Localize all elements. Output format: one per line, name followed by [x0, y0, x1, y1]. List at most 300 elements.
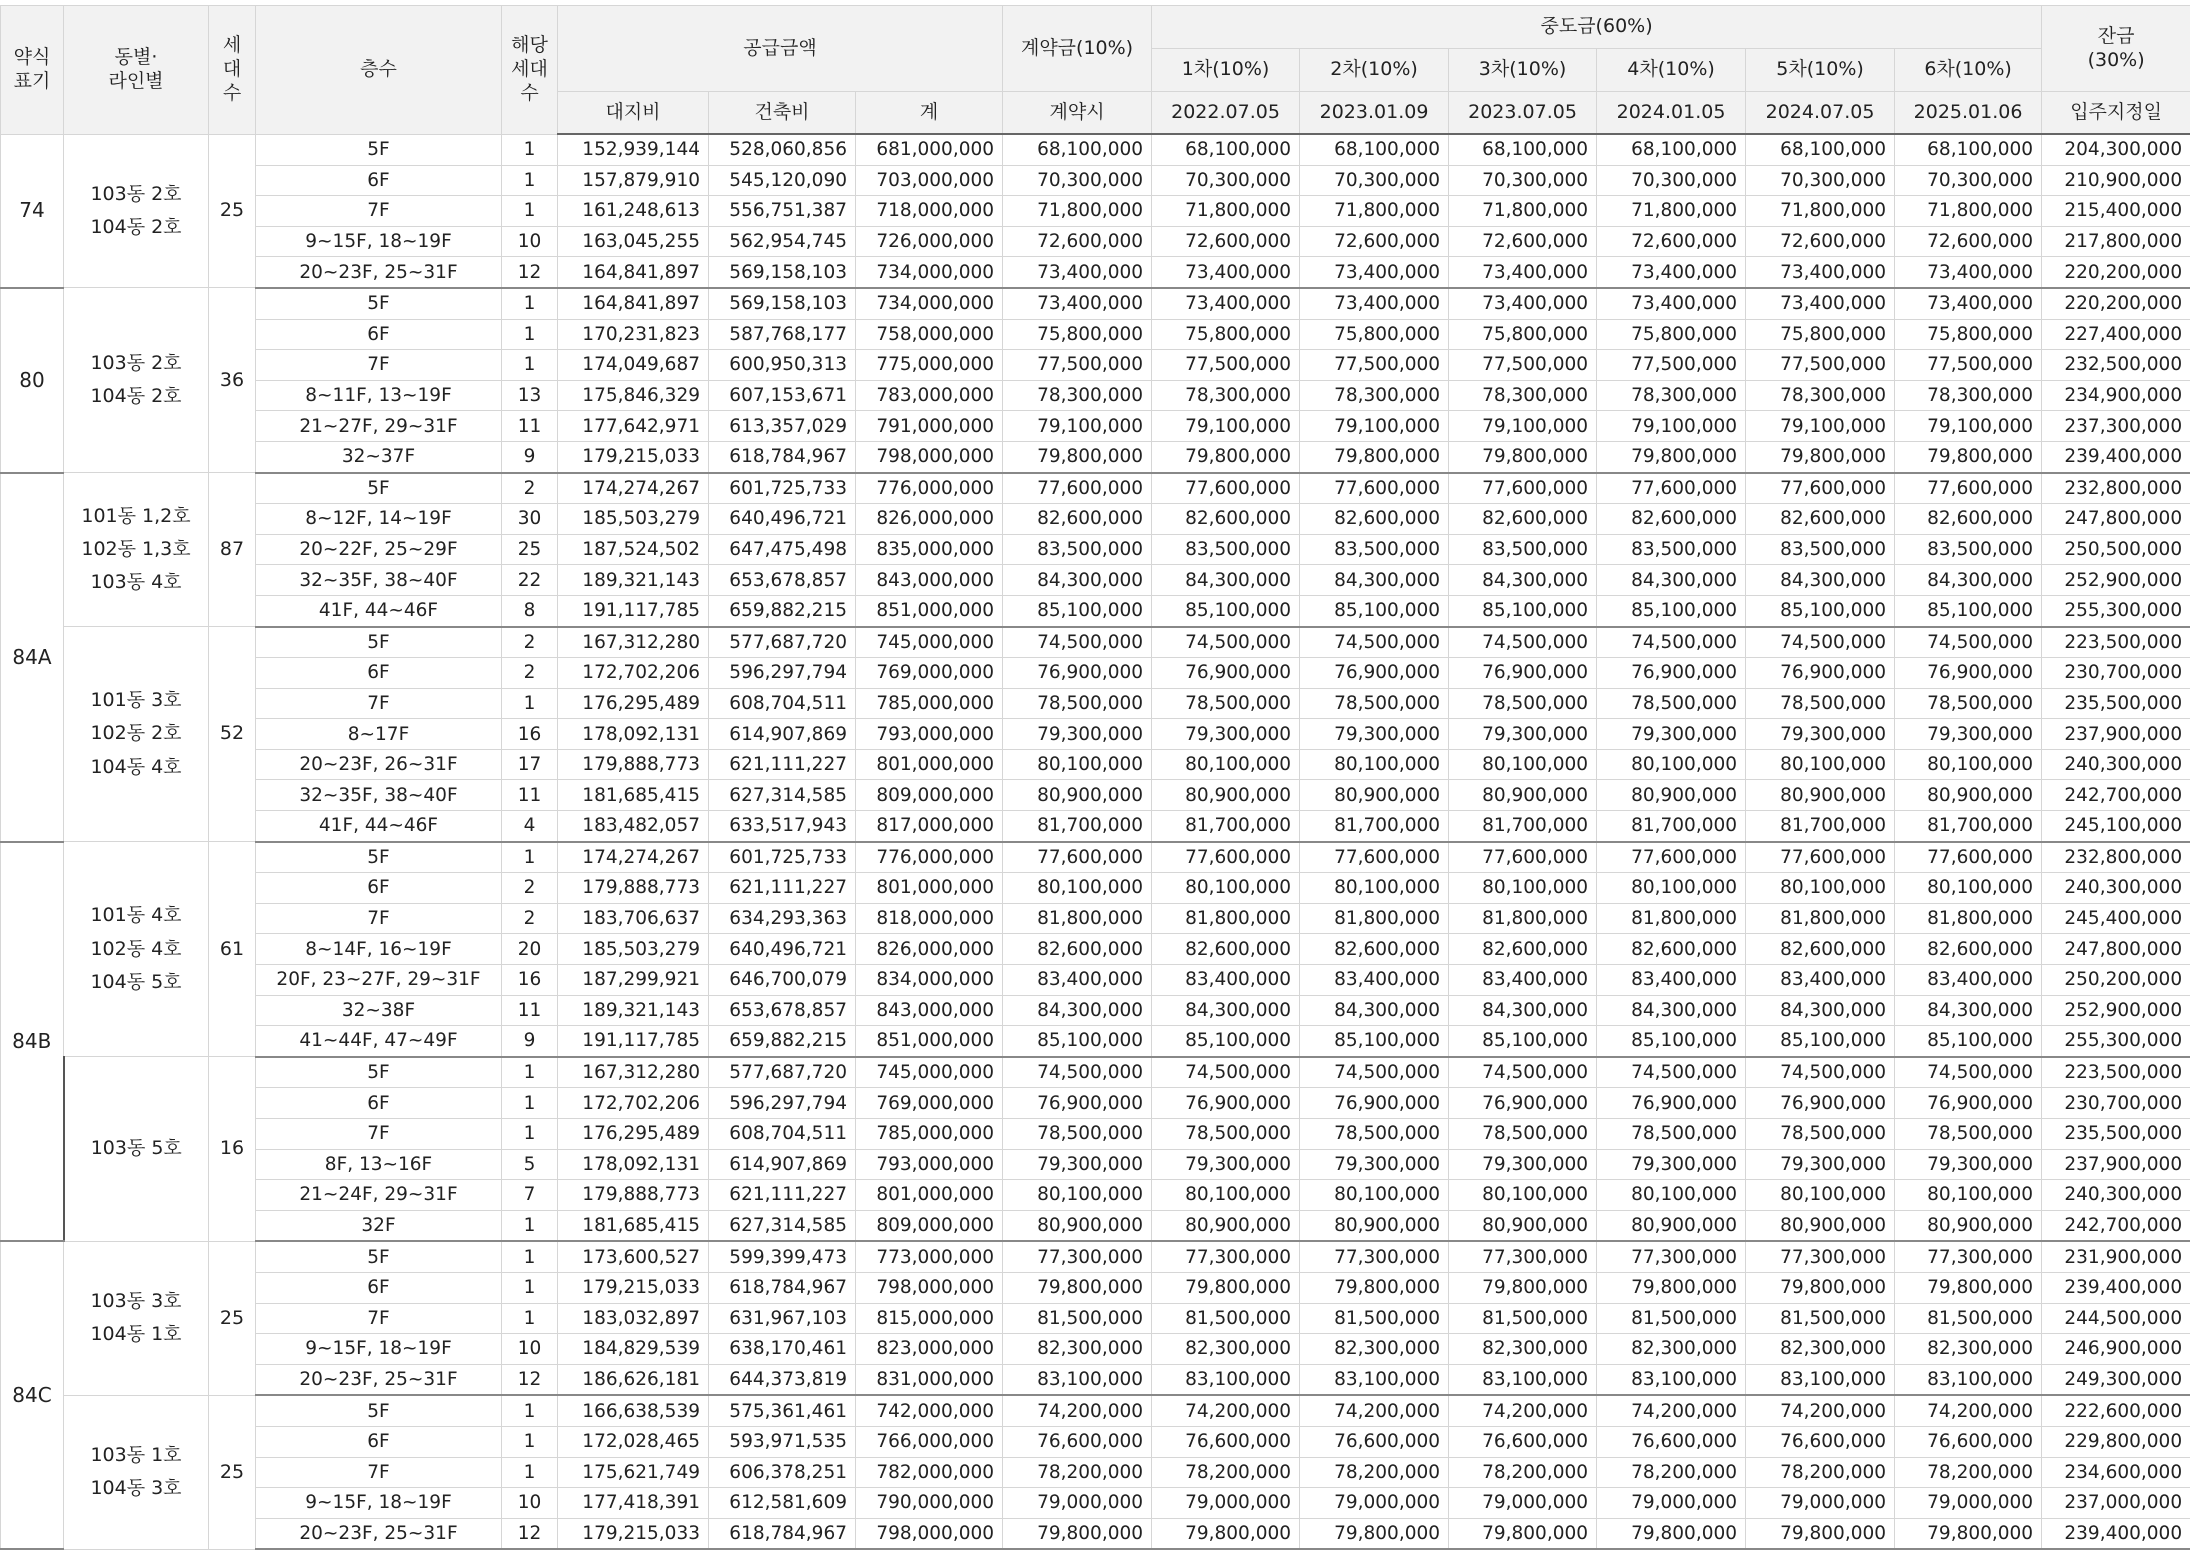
balance-cell: 252,900,000 [2042, 565, 2190, 596]
land-cost-cell: 179,888,773 [558, 873, 709, 904]
header-installment-6: 6차(10%) [1895, 49, 2042, 92]
building-cost-cell: 621,111,227 [709, 873, 856, 904]
floor-cell: 6F [256, 319, 502, 350]
building-cost-cell: 631,967,103 [709, 1303, 856, 1334]
building-cost-cell: 596,297,794 [709, 658, 856, 689]
balance-cell: 232,500,000 [2042, 350, 2190, 381]
balance-cell: 229,800,000 [2042, 1426, 2190, 1457]
matching-units-cell: 1 [502, 1057, 558, 1088]
total-cell: 734,000,000 [856, 257, 1003, 288]
installment-2-cell: 83,500,000 [1300, 534, 1449, 565]
building-cost-cell: 569,158,103 [709, 288, 856, 319]
installment-5-cell: 74,500,000 [1746, 627, 1895, 658]
table-row [1, 1364, 2190, 1395]
installment-5-cell: 79,300,000 [1746, 719, 1895, 750]
installment-3-cell: 79,300,000 [1449, 1149, 1597, 1180]
installment-4-cell: 80,100,000 [1597, 1180, 1746, 1211]
installment-1-cell: 78,300,000 [1152, 380, 1300, 411]
installment-2-cell: 71,800,000 [1300, 196, 1449, 227]
installment-6-cell: 83,500,000 [1895, 534, 2042, 565]
balance-cell: 237,000,000 [2042, 1488, 2190, 1519]
installment-1-cell: 77,300,000 [1152, 1241, 1300, 1272]
installment-6-cell: 74,200,000 [1895, 1395, 2042, 1426]
installment-1-cell: 73,400,000 [1152, 257, 1300, 288]
balance-cell: 245,400,000 [2042, 903, 2190, 934]
total-cell: 817,000,000 [856, 811, 1003, 842]
total-cell: 793,000,000 [856, 719, 1003, 750]
installment-1-cell: 80,100,000 [1152, 1180, 1300, 1211]
installment-1-cell: 84,300,000 [1152, 995, 1300, 1026]
table-row [1, 565, 2190, 596]
installment-4-cell: 84,300,000 [1597, 995, 1746, 1026]
installment-5-cell: 78,200,000 [1746, 1457, 1895, 1488]
table-row [1, 1180, 2190, 1211]
land-cost-cell: 164,841,897 [558, 288, 709, 319]
unit-count-cell: 87 [209, 473, 256, 627]
deposit-cell: 78,200,000 [1003, 1457, 1152, 1488]
installment-4-cell: 80,900,000 [1597, 780, 1746, 811]
installment-3-cell: 74,200,000 [1449, 1395, 1597, 1426]
building-cost-cell: 612,581,609 [709, 1488, 856, 1519]
floor-cell: 20~22F, 25~29F [256, 534, 502, 565]
installment-4-cell: 81,700,000 [1597, 811, 1746, 842]
installment-2-cell: 80,900,000 [1300, 780, 1449, 811]
installment-3-cell: 77,600,000 [1449, 473, 1597, 504]
floor-cell: 20~23F, 25~31F [256, 1518, 502, 1549]
table-row [1, 595, 2190, 626]
balance-cell: 231,900,000 [2042, 1241, 2190, 1272]
table-row [1, 411, 2190, 442]
header-installment-2-date: 2023.01.09 [1300, 92, 1449, 135]
floor-cell: 9~15F, 18~19F [256, 226, 502, 257]
floor-cell: 9~15F, 18~19F [256, 1488, 502, 1519]
floor-cell: 7F [256, 1303, 502, 1334]
installment-5-cell: 73,400,000 [1746, 257, 1895, 288]
installment-1-cell: 75,800,000 [1152, 319, 1300, 350]
total-cell: 726,000,000 [856, 226, 1003, 257]
installment-2-cell: 79,800,000 [1300, 1272, 1449, 1303]
balance-cell: 240,300,000 [2042, 749, 2190, 780]
installment-5-cell: 71,800,000 [1746, 196, 1895, 227]
total-cell: 798,000,000 [856, 1518, 1003, 1549]
installment-5-cell: 82,300,000 [1746, 1334, 1895, 1365]
unit-count-cell: 25 [209, 134, 256, 288]
building-cost-cell: 599,399,473 [709, 1241, 856, 1272]
installment-5-cell: 75,800,000 [1746, 319, 1895, 350]
building-cost-cell: 653,678,857 [709, 565, 856, 596]
installment-4-cell: 73,400,000 [1597, 257, 1746, 288]
installment-4-cell: 78,200,000 [1597, 1457, 1746, 1488]
land-cost-cell: 183,706,637 [558, 903, 709, 934]
total-cell: 851,000,000 [856, 1026, 1003, 1057]
installment-6-cell: 80,100,000 [1895, 749, 2042, 780]
floor-cell: 6F [256, 1088, 502, 1119]
type-cell: 80 [1, 288, 64, 473]
installment-1-cell: 76,900,000 [1152, 658, 1300, 689]
balance-cell: 204,300,000 [2042, 134, 2190, 165]
total-cell: 843,000,000 [856, 565, 1003, 596]
table-row [1, 134, 2190, 165]
total-cell: 801,000,000 [856, 873, 1003, 904]
floor-cell: 20~23F, 25~31F [256, 1364, 502, 1395]
table-row [1, 688, 2190, 719]
building-cost-cell: 577,687,720 [709, 627, 856, 658]
matching-units-cell: 1 [502, 288, 558, 319]
floor-cell: 5F [256, 1241, 502, 1272]
installment-6-cell: 68,100,000 [1895, 134, 2042, 165]
floor-cell: 8~14F, 16~19F [256, 934, 502, 965]
installment-4-cell: 85,100,000 [1597, 1026, 1746, 1057]
installment-3-cell: 82,600,000 [1449, 934, 1597, 965]
header-type: 약식 표기 [1, 6, 64, 135]
land-cost-cell: 183,032,897 [558, 1303, 709, 1334]
balance-cell: 239,400,000 [2042, 1272, 2190, 1303]
installment-1-cell: 83,500,000 [1152, 534, 1300, 565]
matching-units-cell: 1 [502, 1457, 558, 1488]
installment-5-cell: 83,400,000 [1746, 965, 1895, 996]
header-deposit-timing: 계약시 [1003, 92, 1152, 135]
installment-2-cell: 73,400,000 [1300, 288, 1449, 319]
installment-6-cell: 70,300,000 [1895, 165, 2042, 196]
installment-3-cell: 84,300,000 [1449, 565, 1597, 596]
installment-6-cell: 82,300,000 [1895, 1334, 2042, 1365]
balance-cell: 237,900,000 [2042, 719, 2190, 750]
header-installment-6-date: 2025.01.06 [1895, 92, 2042, 135]
total-cell: 734,000,000 [856, 288, 1003, 319]
building-cost-cell: 618,784,967 [709, 1272, 856, 1303]
installment-5-cell: 85,100,000 [1746, 595, 1895, 626]
matching-units-cell: 13 [502, 380, 558, 411]
floor-cell: 5F [256, 473, 502, 504]
header-land-cost: 대지비 [558, 92, 709, 135]
installment-5-cell: 84,300,000 [1746, 565, 1895, 596]
installment-3-cell: 78,500,000 [1449, 688, 1597, 719]
total-cell: 769,000,000 [856, 1088, 1003, 1119]
building-cost-cell: 621,111,227 [709, 749, 856, 780]
balance-cell: 230,700,000 [2042, 1088, 2190, 1119]
installment-1-cell: 79,300,000 [1152, 719, 1300, 750]
installment-6-cell: 85,100,000 [1895, 595, 2042, 626]
matching-units-cell: 1 [502, 319, 558, 350]
matching-units-cell: 30 [502, 504, 558, 535]
balance-cell: 210,900,000 [2042, 165, 2190, 196]
deposit-cell: 81,800,000 [1003, 903, 1152, 934]
land-cost-cell: 152,939,144 [558, 134, 709, 165]
total-cell: 742,000,000 [856, 1395, 1003, 1426]
table-row [1, 842, 2190, 873]
building-cost-cell: 587,768,177 [709, 319, 856, 350]
installment-3-cell: 79,000,000 [1449, 1488, 1597, 1519]
matching-units-cell: 11 [502, 995, 558, 1026]
floor-cell: 6F [256, 873, 502, 904]
installment-2-cell: 80,900,000 [1300, 1210, 1449, 1241]
type-cell: 84B [1, 842, 64, 1242]
dong-line-cell: 103동 2호 104동 2호 [64, 134, 209, 288]
floor-cell: 32~37F [256, 441, 502, 472]
installment-6-cell: 84,300,000 [1895, 565, 2042, 596]
building-cost-cell: 627,314,585 [709, 1210, 856, 1241]
installment-5-cell: 81,800,000 [1746, 903, 1895, 934]
installment-4-cell: 80,900,000 [1597, 1210, 1746, 1241]
installment-4-cell: 77,500,000 [1597, 350, 1746, 381]
deposit-cell: 84,300,000 [1003, 565, 1152, 596]
installment-1-cell: 81,800,000 [1152, 903, 1300, 934]
table-row [1, 1303, 2190, 1334]
installment-1-cell: 79,800,000 [1152, 1272, 1300, 1303]
balance-cell: 237,900,000 [2042, 1149, 2190, 1180]
installment-2-cell: 77,600,000 [1300, 842, 1449, 873]
table-row [1, 196, 2190, 227]
floor-cell: 7F [256, 350, 502, 381]
installment-5-cell: 80,900,000 [1746, 1210, 1895, 1241]
floor-cell: 8~12F, 14~19F [256, 504, 502, 535]
installment-2-cell: 78,500,000 [1300, 1119, 1449, 1150]
installment-3-cell: 81,500,000 [1449, 1303, 1597, 1334]
land-cost-cell: 163,045,255 [558, 226, 709, 257]
land-cost-cell: 172,028,465 [558, 1426, 709, 1457]
installment-1-cell: 82,600,000 [1152, 934, 1300, 965]
floor-cell: 21~27F, 29~31F [256, 411, 502, 442]
header-installment-2: 2차(10%) [1300, 49, 1449, 92]
deposit-cell: 83,500,000 [1003, 534, 1152, 565]
matching-units-cell: 25 [502, 534, 558, 565]
total-cell: 798,000,000 [856, 1272, 1003, 1303]
installment-6-cell: 76,600,000 [1895, 1426, 2042, 1457]
building-cost-cell: 569,158,103 [709, 257, 856, 288]
floor-cell: 6F [256, 658, 502, 689]
installment-2-cell: 76,600,000 [1300, 1426, 1449, 1457]
installment-4-cell: 79,800,000 [1597, 1518, 1746, 1549]
floor-cell: 20F, 23~27F, 29~31F [256, 965, 502, 996]
dong-line-cell: 101동 1,2호 102동 1,3호 103동 4호 [64, 473, 209, 627]
deposit-cell: 79,800,000 [1003, 1518, 1152, 1549]
installment-4-cell: 78,500,000 [1597, 688, 1746, 719]
installment-4-cell: 77,600,000 [1597, 842, 1746, 873]
installment-3-cell: 80,900,000 [1449, 1210, 1597, 1241]
installment-4-cell: 76,900,000 [1597, 1088, 1746, 1119]
installment-6-cell: 71,800,000 [1895, 196, 2042, 227]
land-cost-cell: 174,274,267 [558, 473, 709, 504]
balance-cell: 249,300,000 [2042, 1364, 2190, 1395]
land-cost-cell: 175,621,749 [558, 1457, 709, 1488]
installment-5-cell: 76,900,000 [1746, 1088, 1895, 1119]
installment-4-cell: 72,600,000 [1597, 226, 1746, 257]
type-cell: 74 [1, 134, 64, 288]
total-cell: 791,000,000 [856, 411, 1003, 442]
installment-3-cell: 76,900,000 [1449, 658, 1597, 689]
balance-cell: 240,300,000 [2042, 1180, 2190, 1211]
table-header [1, 6, 2190, 135]
installment-4-cell: 80,100,000 [1597, 873, 1746, 904]
floor-cell: 7F [256, 1119, 502, 1150]
header-total: 계 [856, 92, 1003, 135]
installment-5-cell: 79,800,000 [1746, 1272, 1895, 1303]
building-cost-cell: 608,704,511 [709, 1119, 856, 1150]
installment-6-cell: 84,300,000 [1895, 995, 2042, 1026]
installment-1-cell: 80,100,000 [1152, 749, 1300, 780]
installment-2-cell: 78,300,000 [1300, 380, 1449, 411]
installment-1-cell: 77,600,000 [1152, 842, 1300, 873]
land-cost-cell: 186,626,181 [558, 1364, 709, 1395]
total-cell: 809,000,000 [856, 1210, 1003, 1241]
total-cell: 769,000,000 [856, 658, 1003, 689]
matching-units-cell: 9 [502, 1026, 558, 1057]
installment-4-cell: 82,300,000 [1597, 1334, 1746, 1365]
installment-3-cell: 72,600,000 [1449, 226, 1597, 257]
installment-5-cell: 80,100,000 [1746, 1180, 1895, 1211]
installment-5-cell: 77,300,000 [1746, 1241, 1895, 1272]
deposit-cell: 75,800,000 [1003, 319, 1152, 350]
land-cost-cell: 172,702,206 [558, 1088, 709, 1119]
installment-4-cell: 83,500,000 [1597, 534, 1746, 565]
deposit-cell: 74,200,000 [1003, 1395, 1152, 1426]
building-cost-cell: 644,373,819 [709, 1364, 856, 1395]
installment-5-cell: 77,500,000 [1746, 350, 1895, 381]
land-cost-cell: 164,841,897 [558, 257, 709, 288]
installment-6-cell: 77,600,000 [1895, 473, 2042, 504]
building-cost-cell: 614,907,869 [709, 719, 856, 750]
land-cost-cell: 185,503,279 [558, 934, 709, 965]
installment-5-cell: 80,900,000 [1746, 780, 1895, 811]
unit-count-cell: 25 [209, 1241, 256, 1395]
table-row [1, 1026, 2190, 1057]
building-cost-cell: 575,361,461 [709, 1395, 856, 1426]
table-row [1, 749, 2190, 780]
installment-2-cell: 85,100,000 [1300, 1026, 1449, 1057]
installment-5-cell: 77,600,000 [1746, 842, 1895, 873]
installment-4-cell: 70,300,000 [1597, 165, 1746, 196]
deposit-cell: 77,500,000 [1003, 350, 1152, 381]
matching-units-cell: 10 [502, 226, 558, 257]
matching-units-cell: 1 [502, 350, 558, 381]
price-table-container [0, 5, 2190, 1550]
installment-4-cell: 85,100,000 [1597, 595, 1746, 626]
balance-cell: 234,900,000 [2042, 380, 2190, 411]
land-cost-cell: 174,274,267 [558, 842, 709, 873]
installment-2-cell: 74,500,000 [1300, 1057, 1449, 1088]
balance-cell: 246,900,000 [2042, 1334, 2190, 1365]
table-row [1, 1395, 2190, 1426]
installment-6-cell: 78,300,000 [1895, 380, 2042, 411]
installment-2-cell: 79,000,000 [1300, 1488, 1449, 1519]
installment-4-cell: 81,500,000 [1597, 1303, 1746, 1334]
deposit-cell: 78,500,000 [1003, 1119, 1152, 1150]
deposit-cell: 72,600,000 [1003, 226, 1152, 257]
balance-cell: 239,400,000 [2042, 441, 2190, 472]
installment-2-cell: 78,200,000 [1300, 1457, 1449, 1488]
total-cell: 775,000,000 [856, 350, 1003, 381]
installment-1-cell: 74,500,000 [1152, 627, 1300, 658]
installment-1-cell: 77,500,000 [1152, 350, 1300, 381]
installment-1-cell: 68,100,000 [1152, 134, 1300, 165]
installment-4-cell: 74,500,000 [1597, 1057, 1746, 1088]
installment-5-cell: 82,600,000 [1746, 934, 1895, 965]
type-cell: 84A [1, 473, 64, 842]
installment-6-cell: 82,600,000 [1895, 504, 2042, 535]
land-cost-cell: 179,215,033 [558, 1518, 709, 1549]
installment-1-cell: 80,100,000 [1152, 873, 1300, 904]
installment-5-cell: 83,500,000 [1746, 534, 1895, 565]
building-cost-cell: 606,378,251 [709, 1457, 856, 1488]
building-cost-cell: 614,907,869 [709, 1149, 856, 1180]
building-cost-cell: 640,496,721 [709, 934, 856, 965]
installment-3-cell: 81,800,000 [1449, 903, 1597, 934]
deposit-cell: 79,100,000 [1003, 411, 1152, 442]
floor-cell: 8F, 13~16F [256, 1149, 502, 1180]
matching-units-cell: 1 [502, 134, 558, 165]
floor-cell: 41F, 44~46F [256, 595, 502, 626]
installment-3-cell: 75,800,000 [1449, 319, 1597, 350]
matching-units-cell: 8 [502, 595, 558, 626]
building-cost-cell: 556,751,387 [709, 196, 856, 227]
floor-cell: 32~38F [256, 995, 502, 1026]
installment-2-cell: 77,600,000 [1300, 473, 1449, 504]
building-cost-cell: 545,120,090 [709, 165, 856, 196]
installment-1-cell: 80,900,000 [1152, 780, 1300, 811]
installment-3-cell: 84,300,000 [1449, 995, 1597, 1026]
header-dong-line: 동별· 라인별 [64, 6, 209, 135]
installment-3-cell: 71,800,000 [1449, 196, 1597, 227]
installment-5-cell: 80,100,000 [1746, 749, 1895, 780]
floor-cell: 32F [256, 1210, 502, 1241]
installment-2-cell: 75,800,000 [1300, 319, 1449, 350]
installment-5-cell: 73,400,000 [1746, 288, 1895, 319]
matching-units-cell: 1 [502, 1241, 558, 1272]
installment-6-cell: 77,600,000 [1895, 842, 2042, 873]
unit-count-cell: 16 [209, 1057, 256, 1242]
header-installment-1: 1차(10%) [1152, 49, 1300, 92]
floor-cell: 32~35F, 38~40F [256, 565, 502, 596]
table-row [1, 1272, 2190, 1303]
installment-6-cell: 76,900,000 [1895, 1088, 2042, 1119]
installment-5-cell: 76,900,000 [1746, 658, 1895, 689]
installment-2-cell: 83,100,000 [1300, 1364, 1449, 1395]
total-cell: 773,000,000 [856, 1241, 1003, 1272]
deposit-cell: 80,900,000 [1003, 780, 1152, 811]
installment-5-cell: 79,300,000 [1746, 1149, 1895, 1180]
installment-1-cell: 79,000,000 [1152, 1488, 1300, 1519]
installment-4-cell: 79,300,000 [1597, 719, 1746, 750]
installment-4-cell: 80,100,000 [1597, 749, 1746, 780]
land-cost-cell: 177,642,971 [558, 411, 709, 442]
installment-2-cell: 81,800,000 [1300, 903, 1449, 934]
header-floor: 층수 [256, 6, 502, 135]
matching-units-cell: 17 [502, 749, 558, 780]
total-cell: 843,000,000 [856, 995, 1003, 1026]
total-cell: 851,000,000 [856, 595, 1003, 626]
deposit-cell: 71,800,000 [1003, 196, 1152, 227]
deposit-cell: 74,500,000 [1003, 627, 1152, 658]
table-row [1, 1088, 2190, 1119]
building-cost-cell: 659,882,215 [709, 1026, 856, 1057]
deposit-cell: 77,600,000 [1003, 842, 1152, 873]
total-cell: 776,000,000 [856, 473, 1003, 504]
total-cell: 826,000,000 [856, 504, 1003, 535]
floor-cell: 8~17F [256, 719, 502, 750]
installment-6-cell: 79,800,000 [1895, 1518, 2042, 1549]
land-cost-cell: 166,638,539 [558, 1395, 709, 1426]
balance-cell: 220,200,000 [2042, 288, 2190, 319]
deposit-cell: 83,400,000 [1003, 965, 1152, 996]
installment-4-cell: 73,400,000 [1597, 288, 1746, 319]
balance-cell: 244,500,000 [2042, 1303, 2190, 1334]
installment-1-cell: 74,200,000 [1152, 1395, 1300, 1426]
installment-1-cell: 85,100,000 [1152, 595, 1300, 626]
deposit-cell: 70,300,000 [1003, 165, 1152, 196]
deposit-cell: 74,500,000 [1003, 1057, 1152, 1088]
installment-2-cell: 74,500,000 [1300, 627, 1449, 658]
installment-6-cell: 80,100,000 [1895, 1180, 2042, 1211]
